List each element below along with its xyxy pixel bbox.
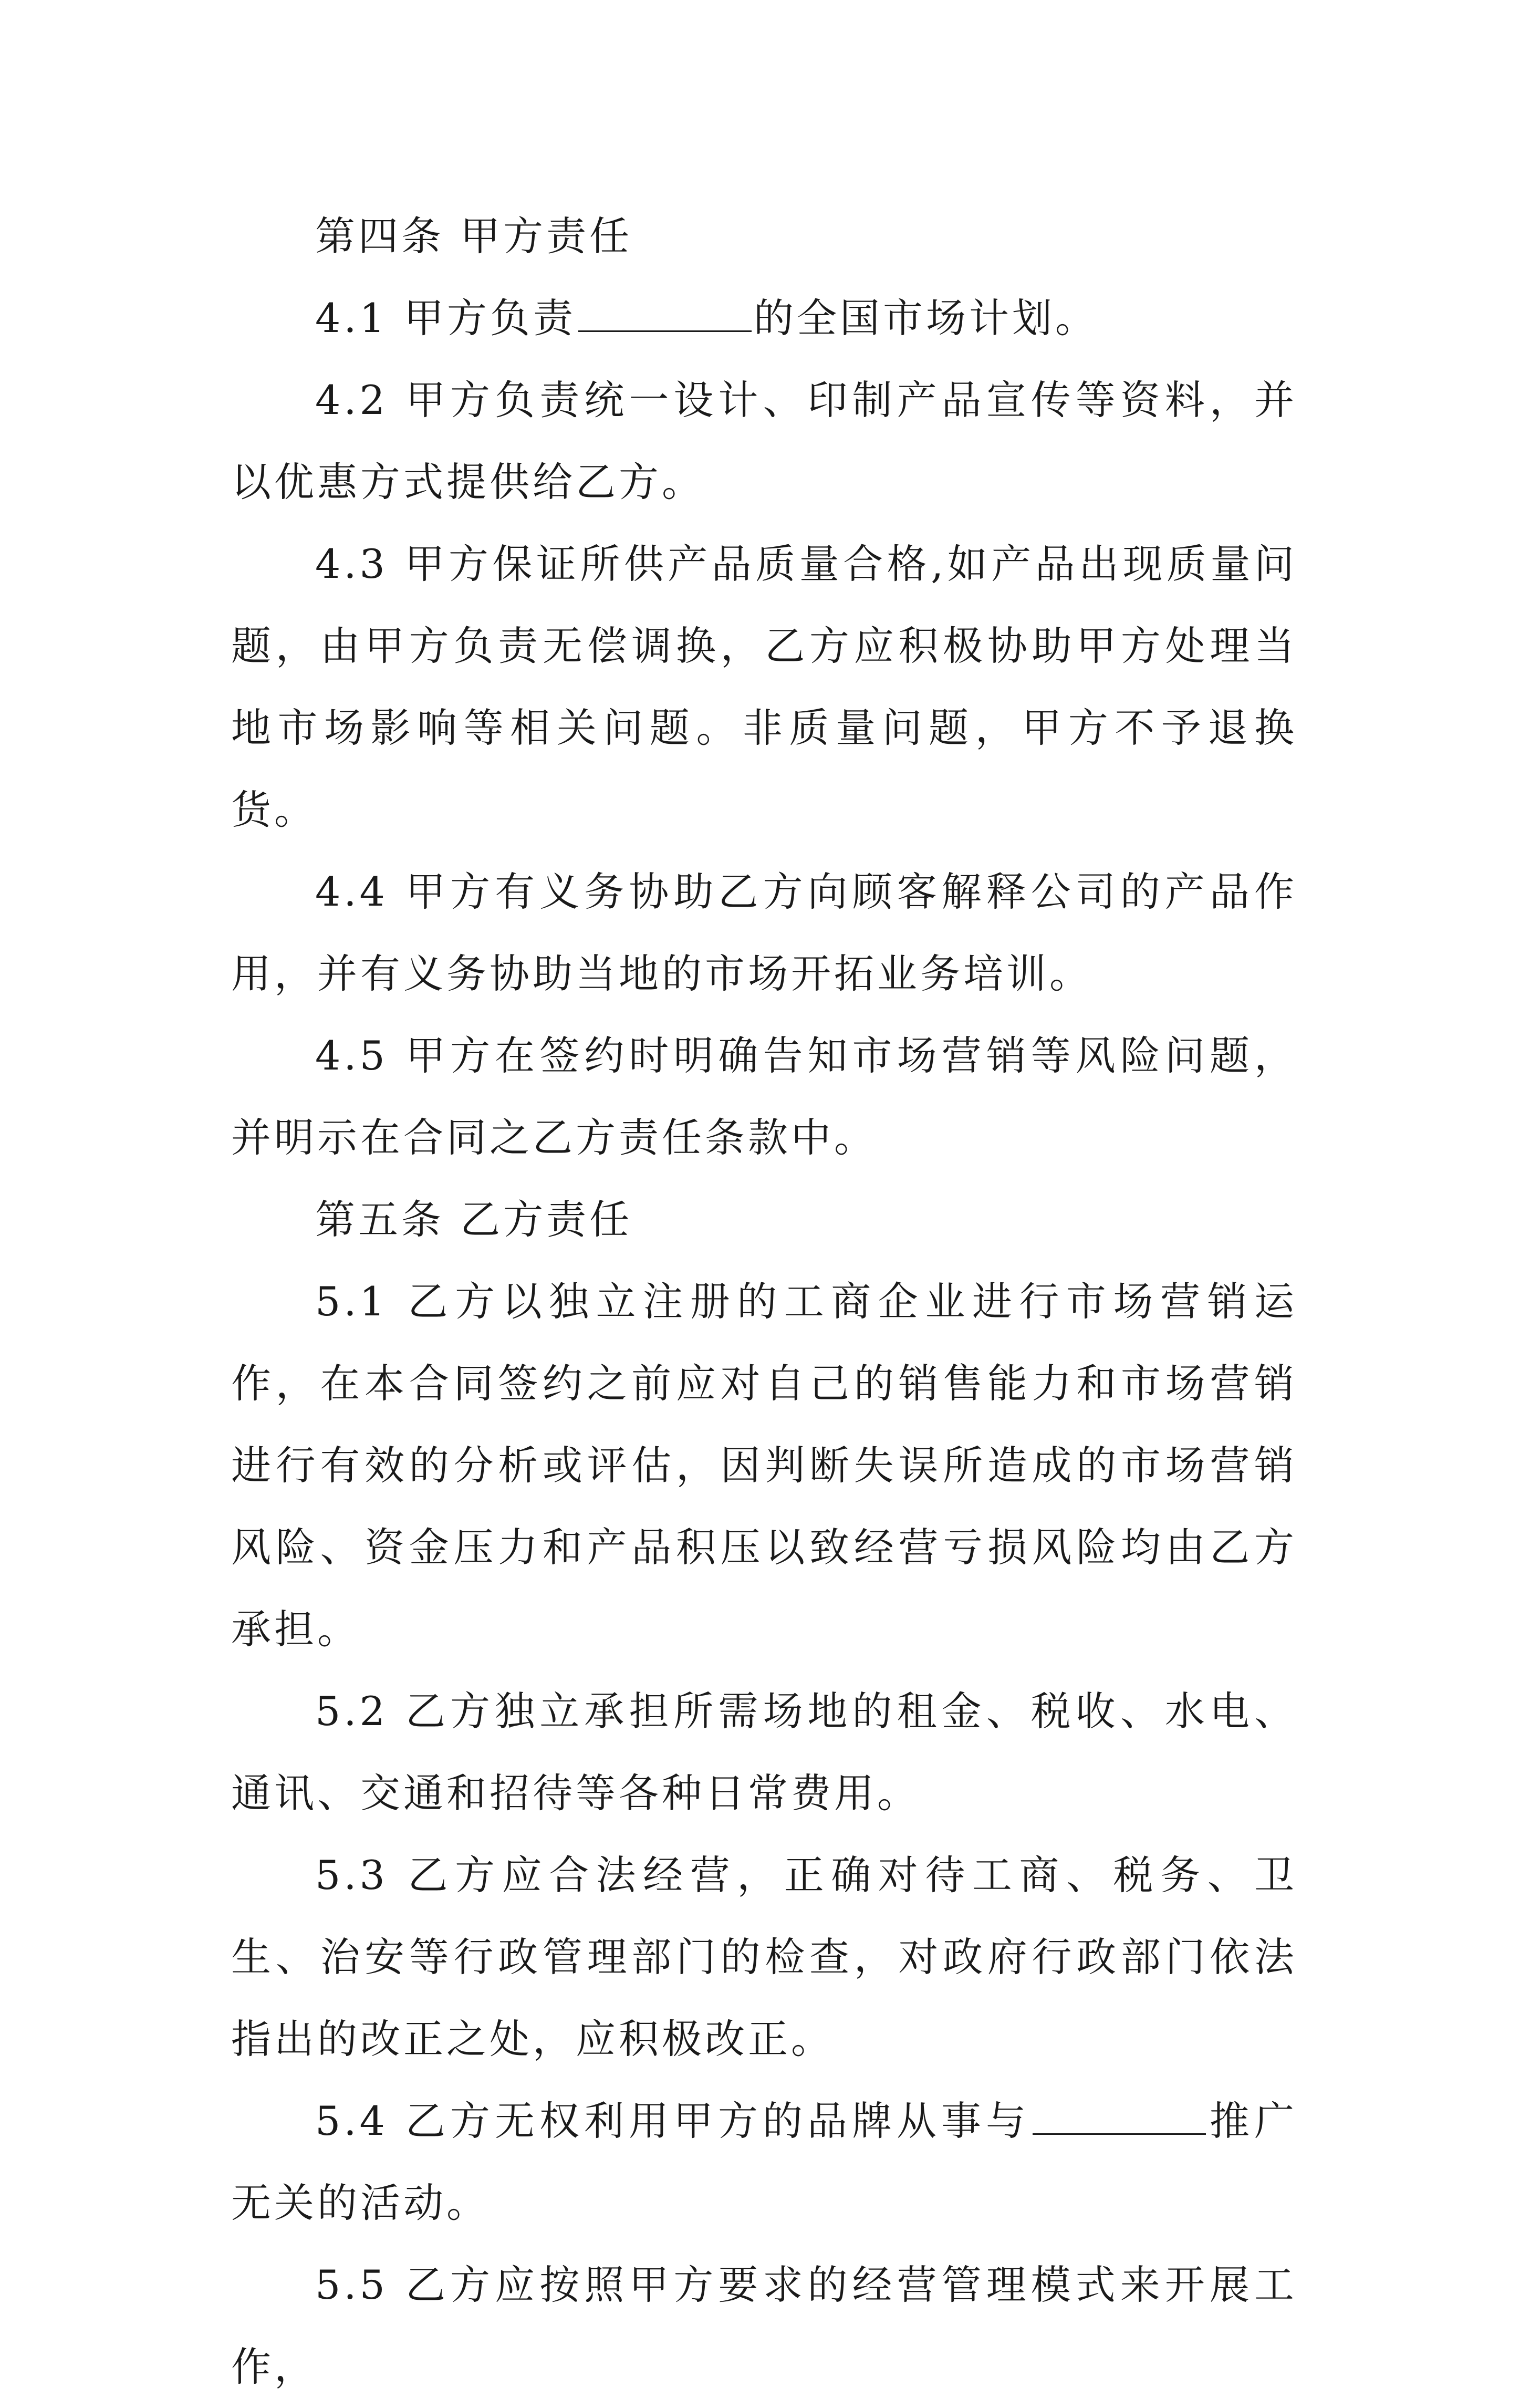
clause-5-4-text-after-blank: 推广无关的活动。 [231, 2098, 1297, 2226]
fill-in-blank [578, 294, 752, 332]
section-heading-5: 第五条 乙方责任 [315, 1196, 633, 1243]
clause-4-5: 4.5 甲方在签约时明确告知市场营销等风险问题，并明示在合同之乙方责任条款中。 [231, 1032, 1297, 1161]
clause-5-4 [231, 2080, 1297, 2244]
clause-5-1: 5.1 乙方以独立注册的工商企业进行市场营销运作，在本合同签约之前应对自己的销售能力和市场营销进行有效的分析或评估，因判断失误所造成的市场营销风险、资金压力和产品积压以致经营亏损风险均由乙方承担。 [231, 1278, 1297, 1653]
clause-5-5: 5.5 乙方应按照甲方要求的经营管理模式来开展工作， [231, 2261, 1297, 2390]
clause-4-4: 4.4 甲方有义务协助乙方向顾客解释公司的产品作用，并有义务协助当地的市场开拓业务培训。 [231, 868, 1297, 997]
clause-5-2: 5.2 乙方独立承担所需场地的租金、税收、水电、通讯、交通和招待等各种日常费用。 [231, 1688, 1297, 1817]
clause-4-1 [231, 277, 1297, 359]
clause-5-4-text-before-blank: 5.4 乙方无权利用甲方的品牌从事与 [315, 2098, 1030, 2144]
fill-in-blank [1033, 2096, 1206, 2135]
clause-4-1-text-after-blank: 的全国市场计划。 [754, 295, 1099, 341]
document-body [231, 195, 1297, 2408]
clause-4-1-text-before-blank: 4.1 甲方负责 [315, 295, 577, 341]
section-heading-4: 第四条 甲方责任 [315, 213, 633, 260]
clause-4-3: 4.3 甲方保证所供产品质量合格,如产品出现质量问题，由甲方负责无偿调换，乙方应积极协助甲方处理当地市场影响等相关问题。非质量问题，甲方不予退换货。 [231, 541, 1297, 833]
clause-5-3: 5.3 乙方应合法经营，正确对待工商、税务、卫生、治安等行政管理部门的检查，对政府行政部门依法指出的改正之处，应积极改正。 [231, 1852, 1297, 2062]
clause-4-2: 4.2 甲方负责统一设计、印制产品宣传等资料，并以优惠方式提供给乙方。 [231, 377, 1297, 505]
